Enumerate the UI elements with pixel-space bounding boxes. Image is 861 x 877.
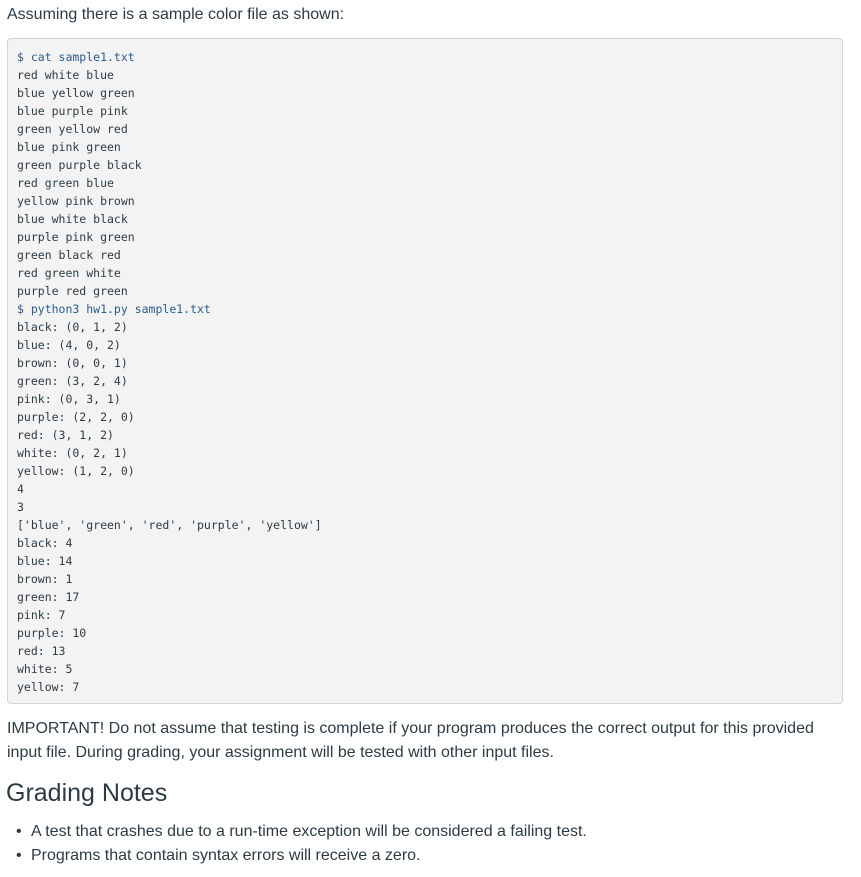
grading-note-item [7, 820, 587, 844]
code-output-line: yellow: 7 [17, 680, 80, 694]
code-command-line: $ cat sample1.txt [17, 50, 135, 64]
code-output-line: white: (0, 2, 1) [17, 446, 128, 460]
code-output-line: green: 17 [17, 590, 80, 604]
grading-note-text: A test that crashes due to a run-time exception will be considered a failing test. [31, 823, 587, 840]
code-output-line: yellow: (1, 2, 0) [17, 464, 135, 478]
grading-note-item [7, 844, 587, 868]
code-output-line: blue pink green [17, 140, 121, 154]
code-output-line: green purple black [17, 158, 142, 172]
grading-note-text: Programs that contain syntax errors will receive a zero. [31, 847, 421, 864]
code-block [7, 38, 843, 704]
code-output-line: red green blue [17, 176, 114, 190]
grading-notes-heading: Grading Notes [6, 779, 168, 807]
code-output-line: black: (0, 1, 2) [17, 320, 128, 334]
code-output-line: pink: (0, 3, 1) [17, 392, 121, 406]
bullet-icon: • [16, 823, 22, 840]
code-output-line: red: 13 [17, 644, 66, 658]
code-output-line: black: 4 [17, 536, 73, 550]
code-output-line: blue yellow green [17, 86, 135, 100]
code-output-line: blue: 14 [17, 554, 73, 568]
code-output-line: purple: 10 [17, 626, 87, 640]
code-output-line: yellow pink brown [17, 194, 135, 208]
code-output-line: brown: 1 [17, 572, 73, 586]
code-output-line: red: (3, 1, 2) [17, 428, 114, 442]
important-note: IMPORTANT! Do not assume that testing is complete if your program produces the correct output for this provided input file. During grading, your assignment will be tested with other input files. [7, 720, 814, 761]
grading-notes-list [7, 820, 587, 868]
code-content [17, 48, 842, 696]
code-output-line: blue white black [17, 212, 128, 226]
intro-text: Assuming there is a sample color file as shown: [7, 6, 345, 23]
code-output-line: purple pink green [17, 230, 135, 244]
code-output-line: green yellow red [17, 122, 128, 136]
code-output-line: pink: 7 [17, 608, 66, 622]
code-output-line: brown: (0, 0, 1) [17, 356, 128, 370]
code-output-line: red green white [17, 266, 121, 280]
code-output-line: ['blue', 'green', 'red', 'purple', 'yellow'] [17, 518, 322, 532]
code-output-line: blue purple pink [17, 104, 128, 118]
code-output-line: purple red green [17, 284, 128, 298]
code-output-line: green black red [17, 248, 121, 262]
code-output-line: 3 [17, 500, 24, 514]
code-output-line: blue: (4, 0, 2) [17, 338, 121, 352]
code-command-line: $ python3 hw1.py sample1.txt [17, 302, 211, 316]
code-output-line: red white blue [17, 68, 114, 82]
code-output-line: purple: (2, 2, 0) [17, 410, 135, 424]
bullet-icon: • [16, 847, 22, 864]
code-output-line: white: 5 [17, 662, 73, 676]
code-output-line: green: (3, 2, 4) [17, 374, 128, 388]
code-output-line: 4 [17, 482, 24, 496]
